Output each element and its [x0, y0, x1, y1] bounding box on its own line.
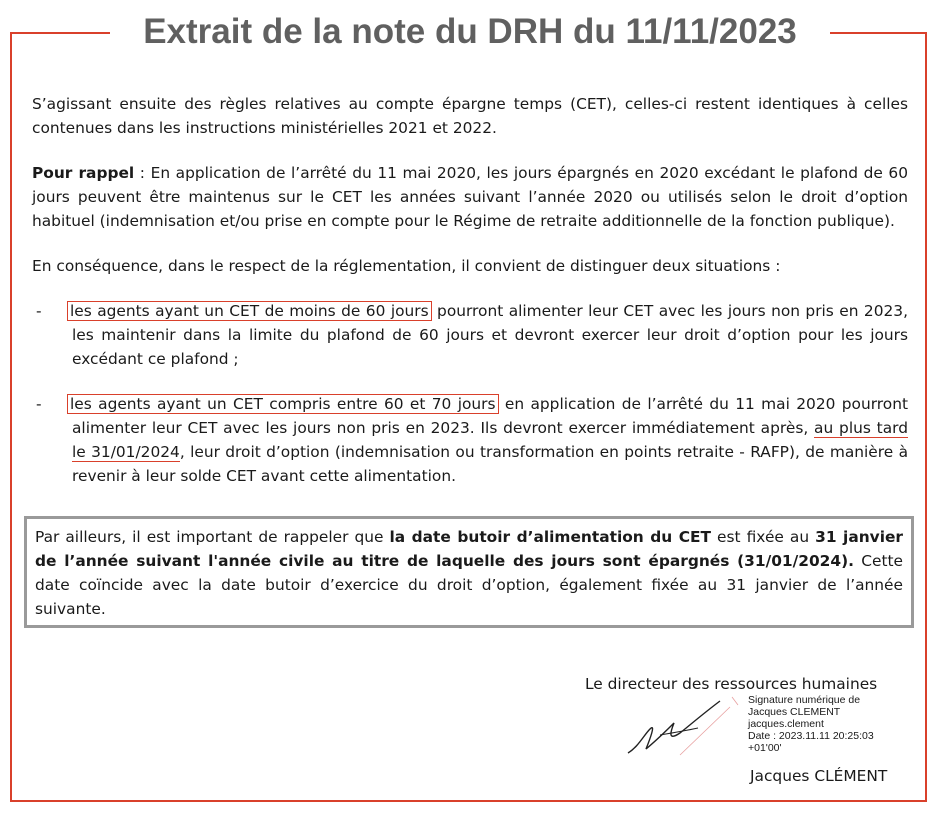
sig-meta-line: +01'00': [748, 742, 782, 754]
box-text-c: est fixée au: [711, 528, 816, 546]
box-bold-b: la date butoir d’alimentation du CET: [389, 528, 712, 546]
list-text-b: , leur droit d’option (indemnisation ou transformation en points retraite - RAFP), de manière à revenir à leur solde CET avant cette alimentation.: [72, 443, 909, 485]
paragraph-reminder: [32, 161, 908, 233]
box-text-e: Cette date coïncide avec la date butoir d’exercice du droit d’option, également fixée au 31 janvier de l’année suivante.: [35, 552, 903, 618]
box-bold-d: 31 janvier de l’année suivant l'année civile au titre de laquelle des jours sont épargnés (31/01/2024).: [35, 528, 904, 570]
list-item-under-60: [32, 299, 908, 371]
list-dash: -: [36, 302, 42, 320]
sig-meta-line: Jacques CLEMENT: [748, 706, 841, 718]
list-item-60-70: [32, 392, 908, 488]
list-text-a: en application de l’arrêté du 11 mai 2020 pourront alimenter leur CET avec les jours non pris en 2023. Ils devront exercer immédiatement après,: [72, 395, 908, 437]
sig-meta-line: Date : 2023.11.11 20:25:03: [748, 730, 874, 742]
list-text: pourront alimenter leur CET avec les jours non pris en 2023, les maintenir dans la limite du plafond de 60 jours et devront exercer leur droit d’option pour les jours excédant ce plafond ;: [72, 302, 908, 368]
paragraph-consequence: En conséquence, dans le respect de la réglementation, il convient de distinguer deux situations :: [32, 257, 781, 275]
digital-signature-block: [748, 694, 874, 754]
signatory-role: Le directeur des ressources humaines: [585, 675, 878, 693]
handwritten-signature: [620, 695, 740, 760]
reminder-lead: Pour rappel: [32, 164, 135, 182]
reminder-text: : En application de l’arrêté du 11 mai 2020, les jours épargnés en 2020 excédant le plafond de 60 jours peuvent être maintenus sur le CET les années suivant l’année 2020 ou utilisés selon le droit d’option habituel (indemnisation et/ou prise en compte pour le Régime de retraite additionnelle de la fonction publique).: [32, 164, 909, 230]
page-title: Extrait de la note du DRH du 11/11/2023: [110, 10, 830, 54]
list-dash: -: [36, 395, 42, 413]
underline-deadline: au plus tard le 31/01/2024: [72, 419, 908, 461]
sig-meta-line: jacques.clement: [748, 718, 824, 730]
sig-meta-line: Signature numérique de: [748, 694, 861, 706]
highlight-60-70: les agents ayant un CET compris entre 60 et 70 jours: [67, 394, 499, 414]
signatory-name: Jacques CLÉMENT: [750, 767, 888, 785]
box-text-a: Par ailleurs, il est important de rappeler que: [35, 528, 390, 546]
deadline-box: [24, 516, 914, 628]
note-body: [32, 92, 908, 509]
paragraph-cet-rules: S’agissant ensuite des règles relatives au compte épargne temps (CET), celles-ci restent identiques à celles contenues dans les instructions ministérielles 2021 et 2022.: [32, 95, 908, 137]
highlight-under-60: les agents ayant un CET de moins de 60 jours: [67, 301, 432, 321]
